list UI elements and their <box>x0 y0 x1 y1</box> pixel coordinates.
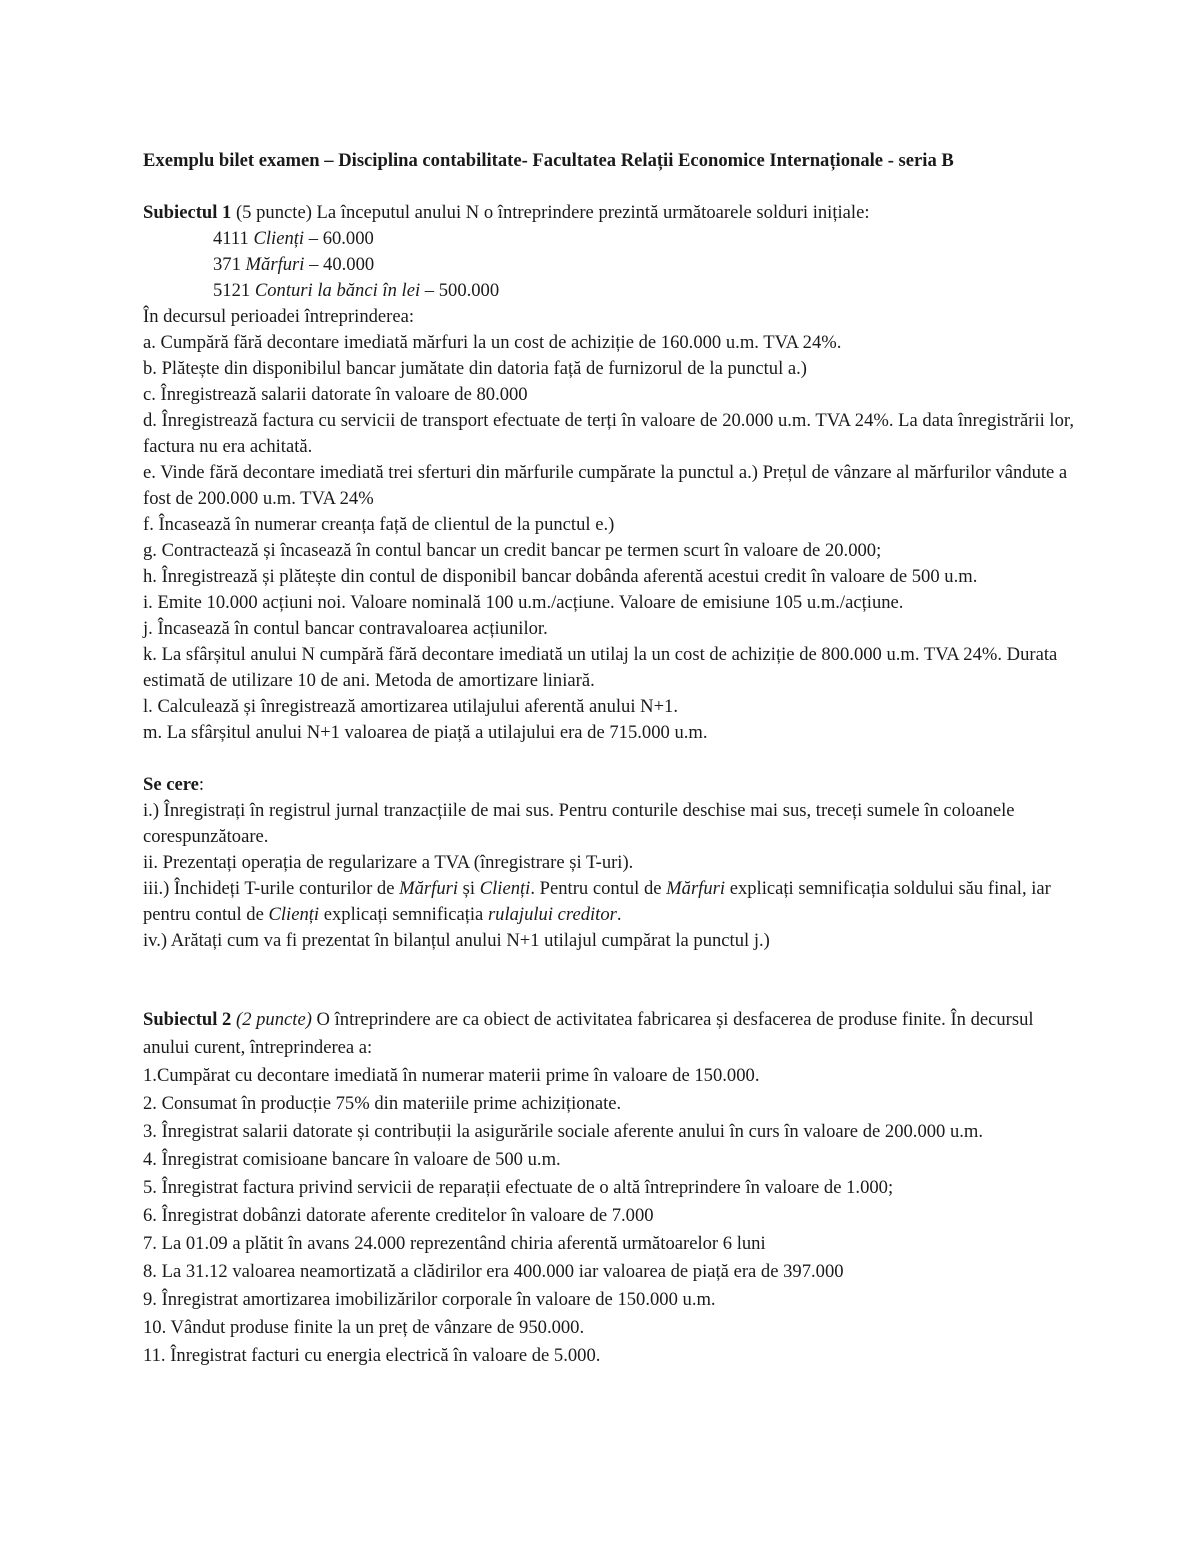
subject-1-points: (5 puncte) <box>231 202 312 223</box>
account-value: – 500.000 <box>420 280 500 301</box>
req-italic: Clienți <box>479 878 531 899</box>
subject-1-intro-text: La începutul anului N o întreprindere prezintă următoarele solduri inițiale: <box>311 202 870 223</box>
account-value: – 60.000 <box>304 228 374 249</box>
requirement-item <box>143 876 1083 928</box>
requirements-colon: : <box>198 774 205 795</box>
account-name: Conturi la bănci în lei <box>254 280 421 301</box>
subject-2-points: (2 puncte) <box>236 1009 312 1030</box>
operation-item: b. Plătește din disponibilul bancar jumătate din datoria față de furnizorul de la punctul a.) <box>143 358 808 379</box>
account-code: 4111 <box>213 228 254 249</box>
operation-item: 10. Vândut produse finite la un preț de vânzare de 950.000. <box>143 1317 585 1338</box>
operation-item: 6. Înregistrat dobânzi datorate aferente creditelor în valoare de 7.000 <box>143 1205 654 1226</box>
req-italic: Mărfuri <box>399 878 459 899</box>
account-code: 371 <box>213 254 246 275</box>
balance-item <box>143 252 1083 278</box>
requirement-item: ii. Prezentați operația de regularizare a TVA (înregistrare și T-uri). <box>143 852 634 873</box>
operation-item: j. Încasează în contul bancar contravaloarea acțiunilor. <box>143 618 548 639</box>
operation-item: 9. Înregistrat amortizarea imobilizărilor corporale în valoare de 150.000 u.m. <box>143 1289 716 1310</box>
balance-item <box>143 226 1083 252</box>
req-italic: rulajului creditor <box>487 904 617 925</box>
subject-2-heading: Subiectul 2 <box>143 1009 232 1030</box>
req-italic: Mărfuri <box>666 878 726 899</box>
operation-item: c. Înregistrează salarii datorate în valoare de 80.000 <box>143 384 528 405</box>
operation-item: k. La sfârșitul anului N cumpără fără decontare imediată un utilaj la un cost de achiziție de 800.000 u.m. TVA 24%. Durata estimată de utilizare 10 de ani. Metoda de amortizare liniară. <box>143 644 1058 691</box>
operation-item: e. Vinde fără decontare imediată trei sferturi din mărfurile cumpărate la punctul a.) Prețul de vânzare al mărfurilor vândute a fost de 200.000 u.m. TVA 24% <box>143 462 1068 509</box>
account-code: 5121 <box>213 280 255 301</box>
operation-item: 8. La 31.12 valoarea neamortizată a clădirilor era 400.000 iar valoarea de piață era de 397.000 <box>143 1261 844 1282</box>
subject-2-intro-text: O întreprindere are ca obiect de activitatea fabricarea și desfacerea de produse finite. În decursul anului curent, întreprinderea a: <box>143 1009 1034 1058</box>
operation-item: 11. Înregistrat facturi cu energia electrică în valoare de 5.000. <box>143 1345 601 1366</box>
subject-1-heading: Subiectul 1 <box>143 202 232 223</box>
operation-item: l. Calculează și înregistrează amortizarea utilajului aferentă anului N+1. <box>143 696 678 717</box>
operation-item: i. Emite 10.000 acțiuni noi. Valoare nominală 100 u.m./acțiune. Valoare de emisiune 105 u.m./acțiune. <box>143 592 904 613</box>
operation-item: m. La sfârșitul anului N+1 valoarea de piață a utilajului era de 715.000 u.m. <box>143 722 708 743</box>
subject-1-intro <box>143 200 1083 226</box>
req-italic: Clienți <box>268 904 320 925</box>
during-period-label: În decursul perioadei întreprinderea: <box>143 306 415 327</box>
requirement-item: iv.) Arătați cum va fi prezentat în bilanțul anului N+1 utilajul cumpărat la punctul j.) <box>143 930 770 951</box>
operation-item: 5. Înregistrat factura privind servicii de reparații efectuate de o altă întreprindere în valoare de 1.000; <box>143 1177 894 1198</box>
requirement-item: i.) Înregistrați în registrul jurnal tranzacțiile de mai sus. Pentru conturile deschise mai sus, treceți sumele în coloanele corespunzătoare. <box>143 800 1015 847</box>
operation-item: h. Înregistrează și plătește din contul de disponibil bancar dobânda aferentă acestui credit în valoare de 500 u.m. <box>143 566 978 587</box>
operation-item: d. Înregistrează factura cu servicii de transport efectuate de terți în valoare de 20.000 u.m. TVA 24%. La data înregistrării lor, factura nu era achitată. <box>143 410 1074 457</box>
operation-item: 2. Consumat în producție 75% din materiile prime achiziționate. <box>143 1093 622 1114</box>
req-text: iii.) Închideți T-urile conturilor de <box>143 878 400 899</box>
req-text: explicați semnificația <box>319 904 488 925</box>
operation-item: 1.Cumpărat cu decontare imediată în numerar materii prime în valoare de 150.000. <box>143 1065 760 1086</box>
req-text: . <box>616 904 622 925</box>
operation-item: f. Încasează în numerar creanța față de clientul de la punctul e.) <box>143 514 615 535</box>
requirements-heading <box>143 772 1083 798</box>
operation-item: 3. Înregistrat salarii datorate și contribuții la asigurările sociale aferente anului în curs în valoare de 200.000 u.m. <box>143 1121 984 1142</box>
document-title: Exemplu bilet examen – Disciplina contabilitate- Facultatea Relații Economice Internaționale - seria B <box>143 150 954 171</box>
req-text: explicați semnificația soldului său final, iar pentru contul de <box>143 878 1051 925</box>
req-text: și <box>458 878 480 899</box>
document-page <box>143 148 1083 1370</box>
operation-item: 4. Înregistrat comisioane bancare în valoare de 500 u.m. <box>143 1149 561 1170</box>
operation-item: g. Contractează și încasează în contul bancar un credit bancar pe termen scurt în valoare de 20.000; <box>143 540 882 561</box>
account-name: Mărfuri <box>245 254 305 275</box>
operation-item: a. Cumpără fără decontare imediată mărfuri la un cost de achiziție de 160.000 u.m. TVA 24%. <box>143 332 842 353</box>
account-name: Clienți <box>253 228 305 249</box>
requirements-label: Se cere <box>143 774 199 795</box>
req-text: . Pentru contul de <box>530 878 667 899</box>
account-value: – 40.000 <box>304 254 375 275</box>
subject-2-intro <box>143 1006 1083 1062</box>
balance-item <box>143 278 1083 304</box>
operation-item: 7. La 01.09 a plătit în avans 24.000 reprezentând chiria aferentă următoarelor 6 luni <box>143 1233 766 1254</box>
